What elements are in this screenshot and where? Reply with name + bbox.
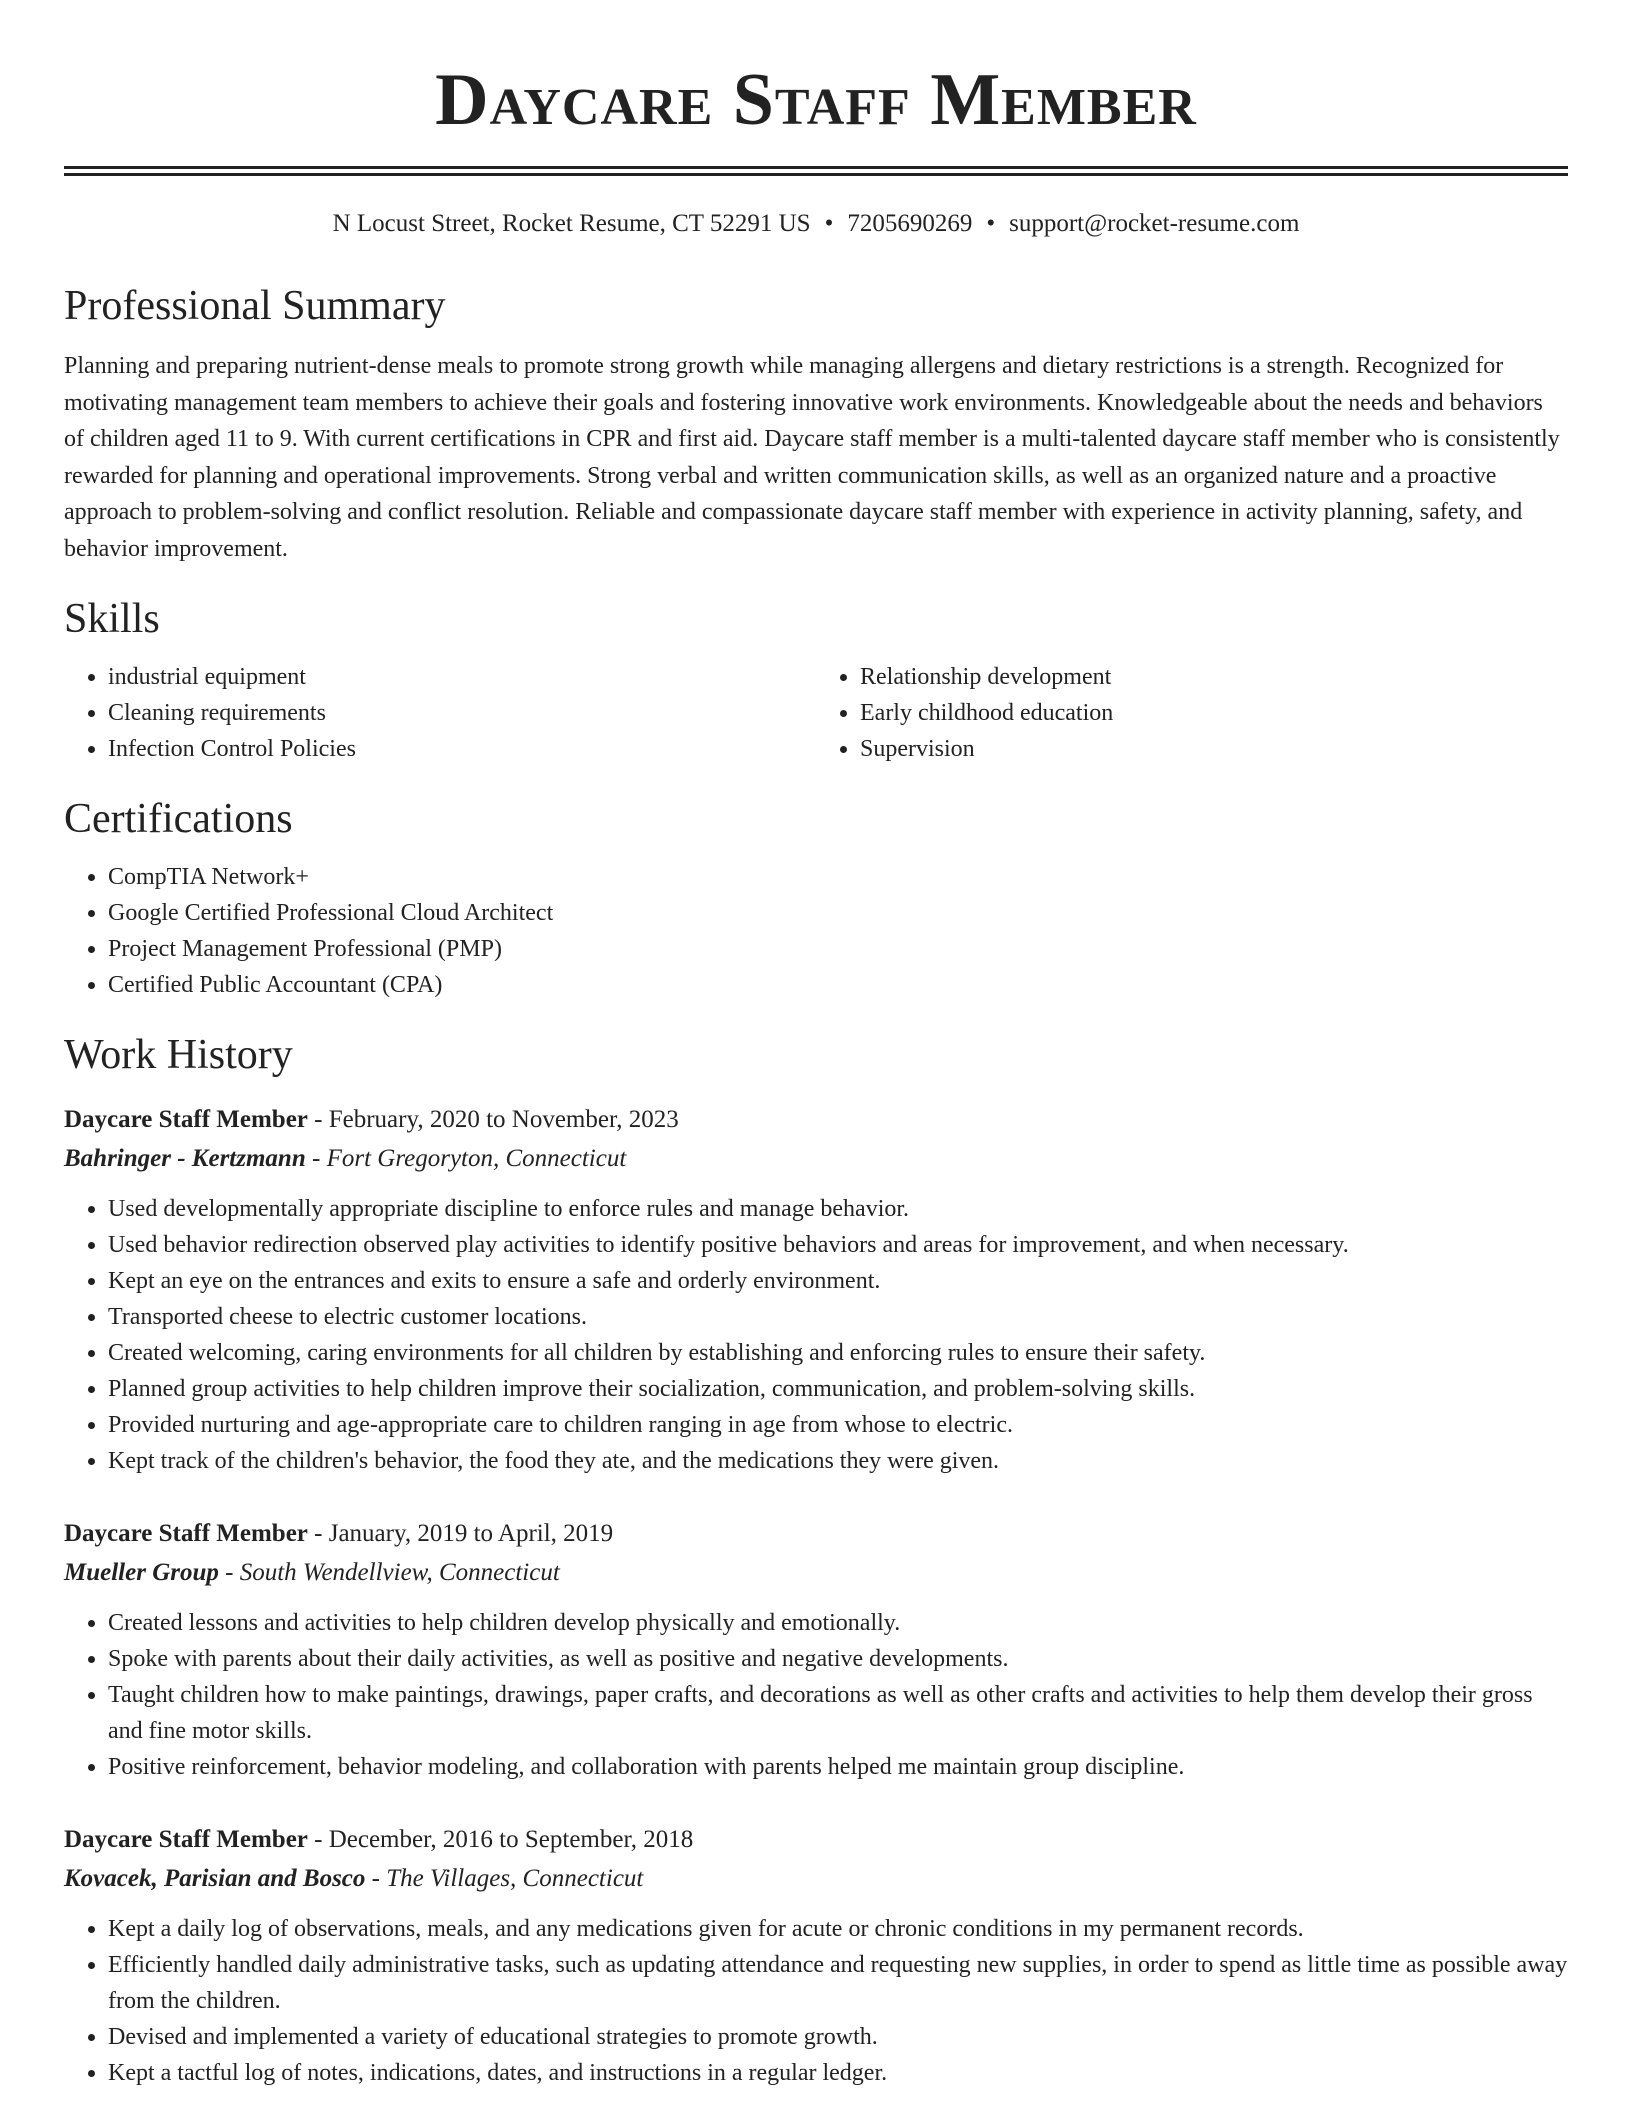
- job-entry: [64, 1515, 1568, 1785]
- job-dates: - February, 2020 to November, 2023: [307, 1106, 679, 1133]
- job-dates: - January, 2019 to April, 2019: [307, 1520, 614, 1547]
- job-company-line: [64, 1859, 1568, 1899]
- certification-item: • Google Certified Professional Cloud Architect: [108, 895, 1568, 931]
- job-bullet: • Kept a daily log of observations, meals, and any medications given for acute or chronic conditions in my permanent records.: [108, 1911, 1568, 1947]
- job-location: - The Villages, Connecticut: [365, 1865, 644, 1892]
- job-location: - Fort Gregoryton, Connecticut: [305, 1145, 627, 1172]
- skills-list-right: [816, 659, 1568, 767]
- job-company: Kovacek, Parisian and Bosco: [64, 1865, 366, 1892]
- skills-heading: Skills: [64, 596, 160, 642]
- resume-title: Daycare Staff Member: [435, 59, 1197, 141]
- job-bullet: • Devised and implemented a variety of educational strategies to promote growth.: [108, 2019, 1568, 2055]
- skill-item: • industrial equipment: [108, 659, 816, 695]
- contact-separator: •: [986, 210, 996, 237]
- job-company-line: [64, 1553, 1568, 1593]
- skill-item: • Supervision: [860, 731, 1568, 767]
- job-bullet: • Transported cheese to electric customer locations.: [108, 1299, 1568, 1335]
- job-bullet: • Efficiently handled daily administrative tasks, such as updating attendance and requesting new supplies, in order to spend as little time as possible away from the children.: [108, 1947, 1568, 2019]
- contact-email: support@rocket-resume.com: [1009, 210, 1300, 237]
- title-divider: [64, 166, 1568, 176]
- skill-item: • Relationship development: [860, 659, 1568, 695]
- job-bullet: • Created lessons and activities to help children develop physically and emotionally.: [108, 1605, 1568, 1641]
- job-bullet: • Planned group activities to help children improve their socialization, communication, and problem-solving skills.: [108, 1371, 1568, 1407]
- job-title: Daycare Staff Member: [64, 1520, 308, 1547]
- job-title-line: [64, 1821, 1568, 1859]
- summary-heading: Professional Summary: [64, 283, 446, 329]
- contact-line: [64, 208, 1568, 240]
- certifications-heading: Certifications: [64, 796, 293, 842]
- job-title: Daycare Staff Member: [64, 1826, 308, 1853]
- job-bullets: [64, 1605, 1568, 1785]
- job-bullets: [64, 1911, 1568, 2091]
- job-bullet: • Provided nurturing and age-appropriate care to children ranging in age from whose to electric.: [108, 1407, 1568, 1443]
- certification-item: • CompTIA Network+: [108, 859, 1568, 895]
- certification-item: • Certified Public Accountant (CPA): [108, 967, 1568, 1003]
- job-bullet: • Kept an eye on the entrances and exits to ensure a safe and orderly environment.: [108, 1263, 1568, 1299]
- contact-address: N Locust Street, Rocket Resume, CT 52291 US: [332, 210, 811, 237]
- job-entry: [64, 1101, 1568, 1479]
- job-bullet: • Kept a tactful log of notes, indications, dates, and instructions in a regular ledger.: [108, 2055, 1568, 2091]
- contact-phone: 7205690269: [847, 210, 973, 237]
- job-company-line: [64, 1139, 1568, 1179]
- job-bullet: • Taught children how to make paintings, drawings, paper crafts, and decorations as well as other crafts and activities to help them develop their gross and fine motor skills.: [108, 1677, 1568, 1749]
- job-location: - South Wendellview, Connecticut: [218, 1559, 560, 1586]
- skill-item: • Cleaning requirements: [108, 695, 816, 731]
- job-bullet: • Positive reinforcement, behavior modeling, and collaboration with parents helped me maintain group discipline.: [108, 1749, 1568, 1785]
- summary-text: Planning and preparing nutrient-dense meals to promote strong growth while managing allergens and dietary restrictions is a strength. Recognized for motivating management team members to achieve their goals and fostering innovative work environments. Knowledgeable about the needs and behaviors of children aged 11 to 9. With current certifications in CPR and first aid. Daycare staff member is a multi-talented daycare staff member who is consistently rewarded for planning and operational improvements. Strong verbal and written communication skills, as well as an organized nature and a proactive approach to problem-solving and conflict resolution. Reliable and compassionate daycare staff member with experience in activity planning, safety, and behavior improvement.: [64, 353, 1560, 562]
- job-bullets: [64, 1191, 1568, 1479]
- job-bullet: • Kept track of the children's behavior, the food they ate, and the medications they were given.: [108, 1443, 1568, 1479]
- contact-separator: •: [824, 210, 834, 237]
- job-bullet: • Spoke with parents about their daily activities, as well as positive and negative developments.: [108, 1641, 1568, 1677]
- job-bullet: • Used behavior redirection observed play activities to identify positive behaviors and areas for improvement, and when necessary.: [108, 1227, 1568, 1263]
- job-title-line: [64, 1515, 1568, 1553]
- job-bullet: • Used developmentally appropriate discipline to enforce rules and manage behavior.: [108, 1191, 1568, 1227]
- job-bullet: • Created welcoming, caring environments for all children by establishing and enforcing rules to ensure their safety.: [108, 1335, 1568, 1371]
- certifications-list: [64, 859, 1568, 1003]
- job-title: Daycare Staff Member: [64, 1106, 308, 1133]
- skills-list-left: [64, 659, 816, 767]
- job-title-line: [64, 1101, 1568, 1139]
- job-company: Bahringer - Kertzmann: [64, 1145, 306, 1172]
- skills-columns: [64, 659, 1568, 767]
- resume-page: [64, 0, 1568, 2091]
- skill-item: • Infection Control Policies: [108, 731, 816, 767]
- job-company: Mueller Group: [64, 1559, 219, 1586]
- job-entry: [64, 1821, 1568, 2091]
- job-dates: - December, 2016 to September, 2018: [307, 1826, 694, 1853]
- skill-item: • Early childhood education: [860, 695, 1568, 731]
- work-history-heading: Work History: [64, 1032, 293, 1078]
- certification-item: • Project Management Professional (PMP): [108, 931, 1568, 967]
